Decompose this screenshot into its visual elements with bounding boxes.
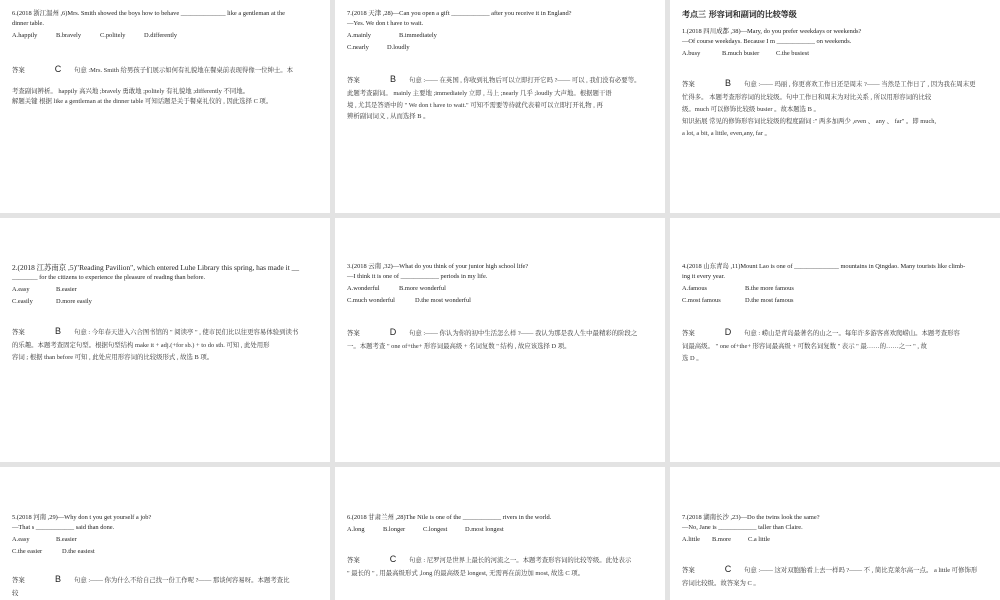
answer-row [12,573,318,587]
question-text: 5.(2018 河南 ,29)—Why don t you get yourself a job? [12,514,152,521]
option: A.wonderful [347,284,380,292]
explanation-line: 考查副词辨析。 happily 高兴地 ;bravely 勇敢地 ;politely 有礼貌地 ;differently 不同地。 [12,87,250,95]
option: A.little [682,535,700,543]
question-card-1 [0,0,330,213]
options-row [12,547,318,557]
answer-label: 答案 [682,566,695,574]
option: A.easy [12,535,30,543]
option: C.a little [748,535,771,543]
explanation-line: 级。much 可以修饰比较级 busier 。故本题选 B 。 [682,106,820,114]
question-text: —That s ____________ said than done. [12,523,115,531]
explanation-line: 境 , 尤其是答语中的 " We don t have to wait." 可知不需要等待就代表着可以立即打开礼物 , 再 [347,101,603,109]
answer-letter: C [389,553,397,564]
answer-row [347,326,653,340]
explanation-line: 容词 ; 根据 than before 可知 , 此处应用形容词的比较级形式 , 故选 B 项。 [12,354,214,362]
explanation-line: 辨析副词词义 , 从而选择 B 。 [347,113,430,121]
answer-explanation: 句意 :—— 你为什么不给自己找一份工作呢 ?—— 那谈何容易呀。本题考查比 [74,576,290,584]
options-row [682,284,988,294]
answer-label: 答案 [347,329,360,337]
question-card-6 [670,218,1000,462]
explanation-line: a lot, a bit, a little, even,any, far 。 [682,129,771,137]
option: C.much wonderful [347,296,395,304]
option: C.longest [423,525,448,533]
options-row [682,49,988,59]
answer-letter: D [724,326,732,337]
option: D.more easily [56,298,92,306]
question-card-7 [0,467,330,600]
answer-letter: B [724,78,731,89]
option: A.mainly [347,31,371,39]
options-row [347,296,653,306]
answer-label: 答案 [682,81,695,89]
explanation-line: 较 [12,589,19,597]
options-row [682,296,988,306]
answer-row [682,77,988,91]
question-text: 2.(2018 江苏南京 ,5)"Reading Pavilion", which entered Luhe Library this spring, has made it __ [12,263,300,272]
question-text: —Of course weekdays. Because I m ____________ on weekends. [682,38,852,46]
option: C.politely [100,31,126,39]
option: D.most longest [465,525,504,533]
answer-explanation: 句意 :—— 这对双胞胎看上去一样吗 ?—— 不 , 简比克莱尔高一点。 a little 可修饰形 [744,566,978,574]
option: B.more wonderful [399,284,446,292]
option: B.easier [56,535,77,543]
option: C.nearly [347,43,369,51]
option: C.most famous [682,296,721,304]
option: B.longer [383,525,406,533]
answer-label: 答案 [12,329,25,337]
explanation-line: 的乐趣。本题考查固定句型。根据句型结构 make it + adj.(+for sb.) + to do sth. 可知 , 此处用形 [12,342,270,350]
answer-row [12,325,318,339]
question-text: dinner table. [12,19,44,27]
question-card-5 [335,218,665,462]
question-text: ________ for the citizens to experience the pleasure of reading than before. [12,274,206,282]
answer-letter: B [54,326,61,337]
option: A.famous [682,284,708,292]
option: A.busy [682,50,701,58]
question-text: 1.(2018 四川成都 ,38)—Mary, do you prefer weekdays or weekends? [682,28,862,36]
explanation-line: 容词比较级。故答案为 C 。 [682,579,760,587]
answer-letter: B [54,573,61,584]
option: B.bravely [56,31,82,39]
answer-label: 答案 [12,66,25,74]
explanation-line: 此题考查副词。 mainly 主要地 ;immediately 立即 , 马上 ;nearly 几乎 ;loudly 大声地。根据题干语 [347,89,612,97]
option: D.differently [144,31,178,39]
answer-label: 答案 [347,76,360,84]
question-text: 6.(2018 甘肃兰州 ,28)The Nile is one of the ____________ rivers in the world. [347,514,552,521]
explanation-line: 词最高级。 " one of+the+ 形容词最高级 + 可数名词复数 " 表示 " 最……的……之一 " , 故 [682,342,927,350]
option: B.much busier [722,50,760,58]
question-card-8 [335,467,665,600]
option: C.easily [12,298,33,306]
options-row [12,535,318,545]
option: D.the most wonderful [415,296,471,304]
options-row [347,43,653,53]
answer-row [682,563,988,577]
question-text: 3.(2018 云南 ,32)—What do you think of your junior high school life? [347,263,529,270]
option: A.long [347,525,365,533]
option: B.the more famous [745,284,794,292]
answer-explanation: 句意 :—— 玛丽 , 你更喜欢工作日还是周末 ?—— 当然是工作日了 , 因为我在周末更 [744,81,976,89]
explanation-line: 选 D 。 [682,354,703,362]
question-text: —No, Jane is ____________ taller than Claire. [682,523,803,531]
options-row [12,297,318,307]
options-row [12,31,318,41]
explanation-line: 知识拓展 常见的修饰形容词比较级的程度副词 :" 两多加两少 ,even 、 any 、 far" 。即 much, [682,117,937,125]
answer-label: 答案 [12,576,25,584]
option: A.easy [12,286,30,294]
question-text: 7.(2018 湖南长沙 ,23)—Do the twins look the same? [682,514,820,521]
answer-label: 答案 [682,329,695,337]
question-text: —I think it is one of ____________ periods in my life. [347,272,488,280]
answer-explanation: 句意 :—— 在英国 , 你收到礼物后可以立即打开它吗 ?—— 可以 , 我们没有必要等。 [409,76,641,84]
answer-letter: C [54,63,62,74]
answer-label: 答案 [347,556,360,564]
explanation-line: 解题关键 根据 like a gentleman at the dinner table 可知话题是关于餐桌礼仪的 , 因此选择 C 项。 [12,97,273,105]
answer-explanation: 句意 :Mrs. Smith 给男孩子们展示如何有礼貌地在餐桌前表现得像一位绅士。本 [74,66,294,74]
option: B.immediately [399,31,437,39]
question-card-2 [335,0,665,213]
options-row [682,535,988,545]
answer-row [347,553,653,567]
options-row [347,284,653,294]
answer-explanation: 句意 : 今年春天进入六合图书馆的 " 阅读亭 " , 使市民们比以往更容易体验到读书 [74,329,299,337]
answer-row [12,63,318,77]
options-row [347,525,653,535]
answer-letter: B [389,73,396,84]
option: B.more [712,535,731,543]
options-row [12,285,318,295]
question-text: 6.(2018 浙江温州 ,6)Mrs. Smith showed the boys how to behave ______________ like a gentleman at the [12,10,285,17]
explanation-line: " 最长的 " , 用最高级形式 ,long 的最高级是 longest, 无需再在前边加 most, 故选 C 项。 [347,569,585,577]
option: D.the easiest [62,547,95,555]
explanation-line: 忙得多。 本题考查形容词的比较级。句中工作日和周末为对比关系 , 所以用形容词的比较 [682,94,932,102]
option: D.the most famous [745,296,794,304]
options-row [347,31,653,41]
section-heading: 考点三 形容词和副词的比较等级 [682,10,797,19]
option: C.the busiest [776,50,810,58]
answer-explanation: 句意 : 尼罗河是世界上最长的河流之一。本题考查形容词的比较等级。此处表示 [409,556,632,564]
answer-row [682,326,988,340]
option: C.the easier [12,547,43,555]
question-card-9 [670,467,1000,600]
explanation-line: 一。本题考查 " one of+the+ 形容词最高级 + 名词复数 " 结构 , 故应该选择 D 项。 [347,342,571,350]
answer-explanation: 句意 :—— 你认为你的初中生活怎么样 ?—— 我认为那是我人生中最精彩的阶段之 [409,329,638,337]
answer-row [347,73,653,87]
question-card-3 [670,0,1000,213]
answer-explanation: 句意 : 崂山是青岛最著名的山之一。每年许多游客喜欢爬崂山。本题考查形容 [744,329,960,337]
option: B.easier [56,286,77,294]
answer-letter: C [724,563,732,574]
answer-letter: D [389,326,397,337]
option: A.happily [12,31,38,39]
question-text: 7.(2018 天津 ,28)—Can you open a gift ____________ after you receive it in England? [347,10,572,17]
question-text: —Yes. We don t have to wait. [347,19,424,27]
question-text: ing it every year. [682,272,725,280]
question-card-4 [0,218,330,462]
option: D.loudly [387,43,410,51]
question-text: 4.(2018 山东青岛 ,11)Mount Lao is one of ______________ mountains in Qingdao. Many tourists like climb- [682,263,966,270]
